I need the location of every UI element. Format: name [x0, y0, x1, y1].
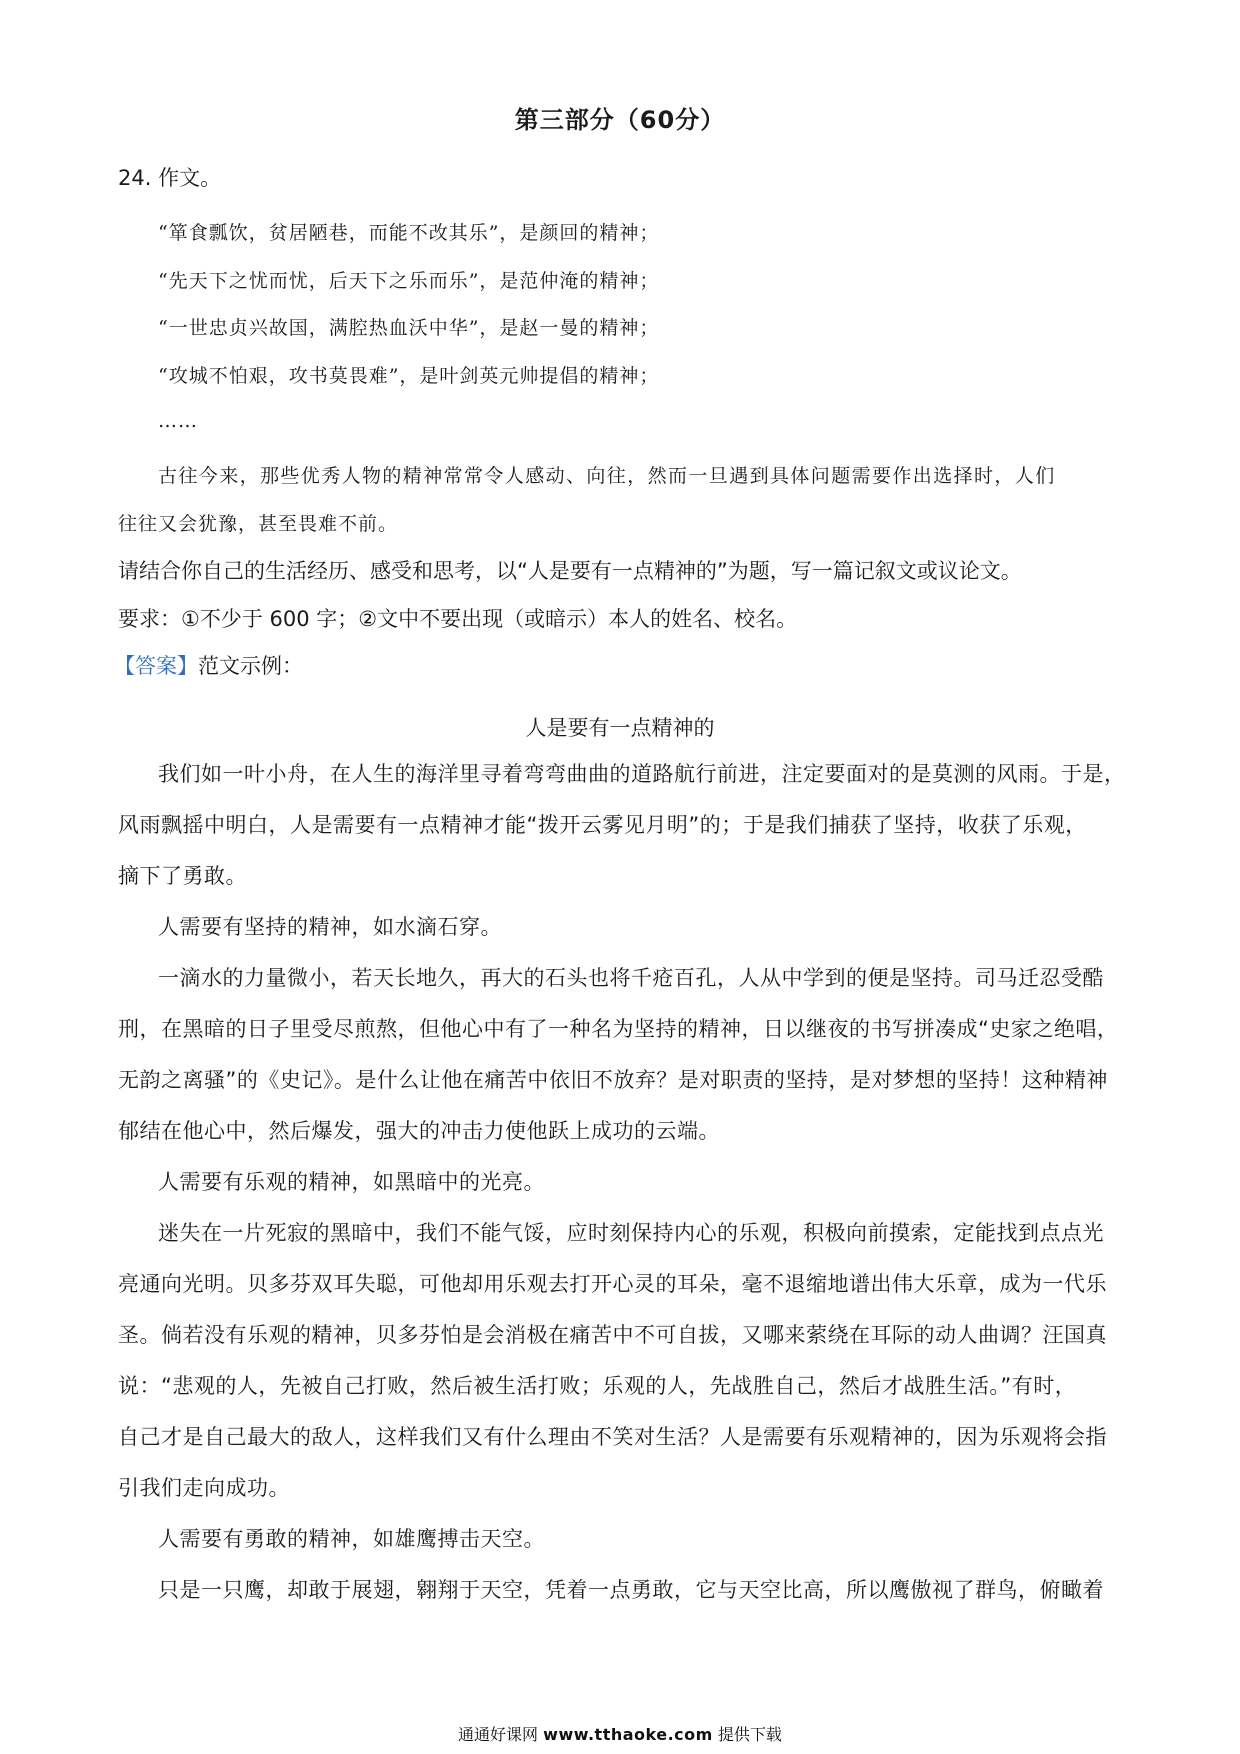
essay-line: 无韵之离骚”的《史记》。是什么让他在痛苦中依旧不放弃？是对职责的坚持，是对梦想的坚持！这种精神: [118, 1068, 1108, 1092]
essay-line: 刑，在黑暗的日子里受尽煎熬，但他心中有了一种名为坚持的精神，日以继夜的书写拼凑成“史家之绝唱，: [118, 1017, 1119, 1041]
essay-line: 说：“悲观的人，先被自己打败，然后被生活打败；乐观的人，先战胜自己，然后才战胜生活。”有时，: [118, 1374, 1077, 1398]
intro-line: 往往又会犹豫，甚至畏难不前。: [118, 513, 399, 535]
essay-line: 人需要有乐观的精神，如黑暗中的光亮。: [158, 1170, 545, 1194]
quote-ellipsis: ……: [158, 410, 198, 432]
quote-line: “先天下之忧而忧，后天下之乐而乐”，是范仲淹的精神；: [158, 270, 660, 292]
footer-site-link[interactable]: www.tthaoke.com: [543, 1725, 713, 1744]
essay-line: 我们如一叶小舟，在人生的海洋里寻着弯弯曲曲的道路航行前进，注定要面对的是莫测的风雨。于是，: [158, 762, 1126, 786]
essay-line: 只是一只鹰，却敢于展翅，翱翔于天空，凭着一点勇敢，它与天空比高，所以鹰傲视了群鸟，俯瞰着: [158, 1578, 1104, 1602]
essay-line: 郁结在他心中，然后爆发，强大的冲击力使他跃上成功的云端。: [118, 1119, 720, 1143]
essay-title: 人是要有一点精神的: [525, 716, 715, 740]
essay-line: 人需要有勇敢的精神，如雄鹰搏击天空。: [158, 1527, 545, 1551]
quote-line: “攻城不怕艰，攻书莫畏难”，是叶剑英元帅提倡的精神；: [158, 365, 660, 387]
section-title: 第三部分（60分）: [514, 106, 726, 134]
question-number: 24. 作文。: [118, 166, 222, 190]
quote-line: “箪食瓢饮，贫居陋巷，而能不改其乐”，是颜回的精神；: [158, 222, 660, 244]
intro-line: 古往今来，那些优秀人物的精神常常令人感动、向往，然而一旦遇到具体问题需要作出选择时，人们: [158, 465, 1056, 487]
essay-line: 迷失在一片死寂的黑暗中，我们不能气馁，应时刻保持内心的乐观，积极向前摸索，定能找到点点光: [158, 1221, 1104, 1245]
essay-line: 引我们走向成功。: [118, 1476, 290, 1500]
footer-suffix: 提供下载: [717, 1725, 782, 1744]
essay-line: 亮通向光明。贝多芬双耳失聪，可他却用乐观去打开心灵的耳朵，毫不退缩地谱出伟大乐章，成为一代乐: [118, 1272, 1107, 1296]
essay-line: 自己才是自己最大的敌人，这样我们又有什么理由不笑对生活？人是需要有乐观精神的，因为乐观将会指: [118, 1425, 1107, 1449]
page-footer: [0, 1722, 1240, 1745]
footer-prefix: 通通好课网: [458, 1725, 539, 1744]
answer-tag: 【答案】: [114, 654, 198, 678]
essay-line: 一滴水的力量微小，若天长地久，再大的石头也将千疮百孔，人从中学到的便是坚持。司马迁忍受酷: [158, 966, 1104, 990]
essay-line: 人需要有坚持的精神，如水滴石穿。: [158, 915, 502, 939]
instruction: 请结合你自己的生活经历、感受和思考，以“人是要有一点精神的”为题，写一篇记叙文或议论文。: [118, 559, 1022, 583]
essay-line: 圣。倘若没有乐观的精神，贝多芬怕是会消极在痛苦中不可自拔，又哪来萦绕在耳际的动人曲调？汪国真: [118, 1323, 1107, 1347]
essay-line: 风雨飘摇中明白，人是需要有一点精神才能“拨开云雾见月明”的；于是我们捕获了坚持，收获了乐观，: [118, 813, 1087, 837]
requirement: 要求：①不少于 600 字；②文中不要出现（或暗示）本人的姓名、校名。: [118, 607, 798, 631]
answer-label: 范文示例：: [198, 654, 303, 678]
quote-line: “一世忠贞兴故国，满腔热血沃中华”，是赵一曼的精神；: [158, 317, 660, 339]
essay-line: 摘下了勇敢。: [118, 864, 247, 888]
answer-header: [114, 651, 303, 681]
